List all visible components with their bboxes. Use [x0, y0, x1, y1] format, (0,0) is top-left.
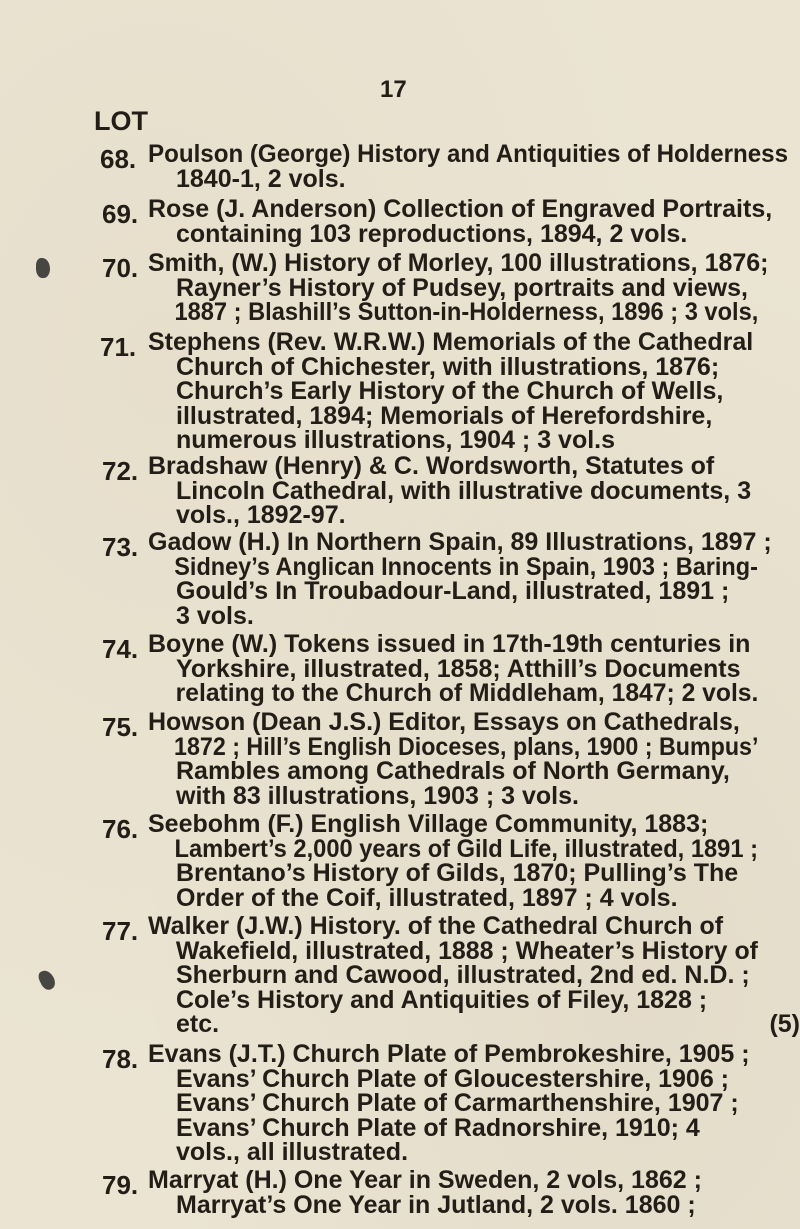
entry-line: with 83 illustrations, 1903 ; 3 vols. [176, 781, 579, 810]
entry-line: Lambert’s 2,000 years of Gild Life, illustrated, 1891 ; [174, 834, 758, 863]
entry-line: Howson (Dean J.S.) Editor, Essays on Cathedrals, [148, 708, 740, 736]
lot-description [148, 197, 800, 246]
lot-description [148, 1168, 800, 1217]
lot-description [148, 710, 800, 808]
entry-line: Evans’ Church Plate of Gloucestershire, 1906 ; [176, 1064, 729, 1093]
entry-line: Order of the Coif, illustrated, 1897 ; 4 vols. [176, 883, 678, 912]
entry-line: 1840-1, 2 vols. [176, 164, 346, 193]
entry-line: vols., 1892-97. [176, 501, 346, 529]
entry-line: Bradshaw (Henry) & C. Wordsworth, Statutes of [148, 452, 715, 480]
lot-count: (5) [769, 1010, 800, 1038]
lot-number: 79. [102, 1170, 139, 1200]
entry-tail-line [148, 1012, 800, 1037]
lot-number: 71. [100, 332, 137, 362]
lot-description [148, 142, 800, 191]
lot-number: 73. [102, 532, 139, 562]
entry-line: Yorkshire, illustrated, 1858; Atthill’s Documents [176, 654, 741, 683]
entry-line: Sidney’s Anglican Innocents in Spain, 1903 ; Baring- [174, 552, 758, 581]
entry-line: Lincoln Cathedral, with illustrative documents, 3 [176, 476, 752, 505]
lot-description [148, 812, 800, 910]
entry-line: Marryat’s One Year in Jutland, 2 vols. 1860 ; [176, 1190, 696, 1219]
lot-description [148, 251, 800, 325]
entry-line: Evans’ Church Plate of Radnorshire, 1910; 4 [176, 1113, 700, 1142]
entry-line: Rayner’s History of Pudsey, portraits and views, [176, 273, 748, 302]
entry-line: 1872 ; Hill’s English Dioceses, plans, 1900 ; Bumpus’ [174, 732, 759, 761]
lot-number: 77. [102, 916, 139, 946]
lot-number: 72. [102, 456, 139, 486]
entry-line: Rambles among Cathedrals of North Germany, [176, 757, 730, 785]
lot-description [148, 530, 800, 628]
entry-line: Walker (J.W.) History. of the Cathedral Church of [148, 912, 724, 940]
lot-description [148, 330, 800, 453]
lot-number: 70. [102, 253, 139, 283]
lot-number: 76. [102, 814, 139, 844]
entry-line: Gadow (H.) In Northern Spain, 89 Illustrations, 1897 ; [148, 528, 772, 556]
lot-description [148, 1042, 800, 1165]
entry-line: containing 103 reproductions, 1894, 2 vols. [176, 219, 688, 248]
entry-line: Church of Chichester, with illustrations, 1876; [176, 352, 720, 381]
lot-column-heading: LOT [94, 106, 148, 136]
entry-line: Marryat (H.) One Year in Sweden, 2 vols, 1862 ; [148, 1166, 702, 1194]
lot-description [148, 632, 800, 706]
entry-line: relating to the Church of Middleham, 1847; 2 vols. [175, 679, 759, 707]
entry-line: Smith, (W.) History of Morley, 100 illustrations, 1876; [148, 249, 769, 277]
lot-description [148, 454, 800, 528]
entry-line: Boyne (W.) Tokens issued in 17th-19th centuries in [148, 630, 751, 658]
entry-line: Brentano’s History of Gilds, 1870; Pulling’s The [176, 859, 739, 887]
entry-line: Church’s Early History of the Church of Wells, [176, 377, 724, 405]
entry-line: Evans’ Church Plate of Carmarthenshire, 1907 ; [176, 1089, 739, 1117]
entry-line: illustrated, 1894; Memorials of Herefordshire, [176, 401, 713, 430]
lot-number: 78. [102, 1044, 139, 1074]
entry-line: numerous illustrations, 1904 ; 3 vol.s [176, 426, 616, 454]
entry-line: Poulson (George) History and Antiquities of Holderness [148, 140, 789, 168]
entry-line: Gould’s In Troubadour-Land, illustrated, 1891 ; [176, 577, 730, 605]
etc-text: etc. [176, 1010, 220, 1038]
entry-line: Stephens (Rev. W.R.W.) Memorials of the Cathedral [148, 328, 754, 356]
entry-line: Rose (J. Anderson) Collection of Engraved Portraits, [148, 195, 773, 223]
lot-number: 75. [102, 712, 139, 742]
entry-line: Evans (J.T.) Church Plate of Pembrokeshire, 1905 ; [148, 1040, 750, 1068]
entry-line: Seebohm (F.) English Village Community, 1883; [148, 810, 709, 838]
entry-line: Wakefield, illustrated, 1888 ; Wheater’s History of [175, 936, 758, 965]
ink-mark-decoration [36, 258, 50, 278]
entry-line: 1887 ; Blashill’s Sutton-in-Holderness, 1896 ; 3 vols, [174, 298, 759, 326]
lot-number: 68. [100, 144, 137, 174]
page-number: 17 [380, 76, 407, 103]
lot-number: 74. [102, 634, 139, 664]
entry-line: 3 vols. [176, 601, 254, 630]
lot-description [148, 914, 800, 1037]
entry-line: vols., all illustrated. [176, 1138, 409, 1166]
ink-mark-decoration [36, 968, 57, 992]
entry-line: Cole’s History and Antiquities of Filey, 1828 ; [176, 985, 708, 1014]
entry-line: Sherburn and Cawood, illustrated, 2nd ed. N.D. ; [176, 961, 750, 989]
lot-number: 69. [102, 199, 139, 229]
